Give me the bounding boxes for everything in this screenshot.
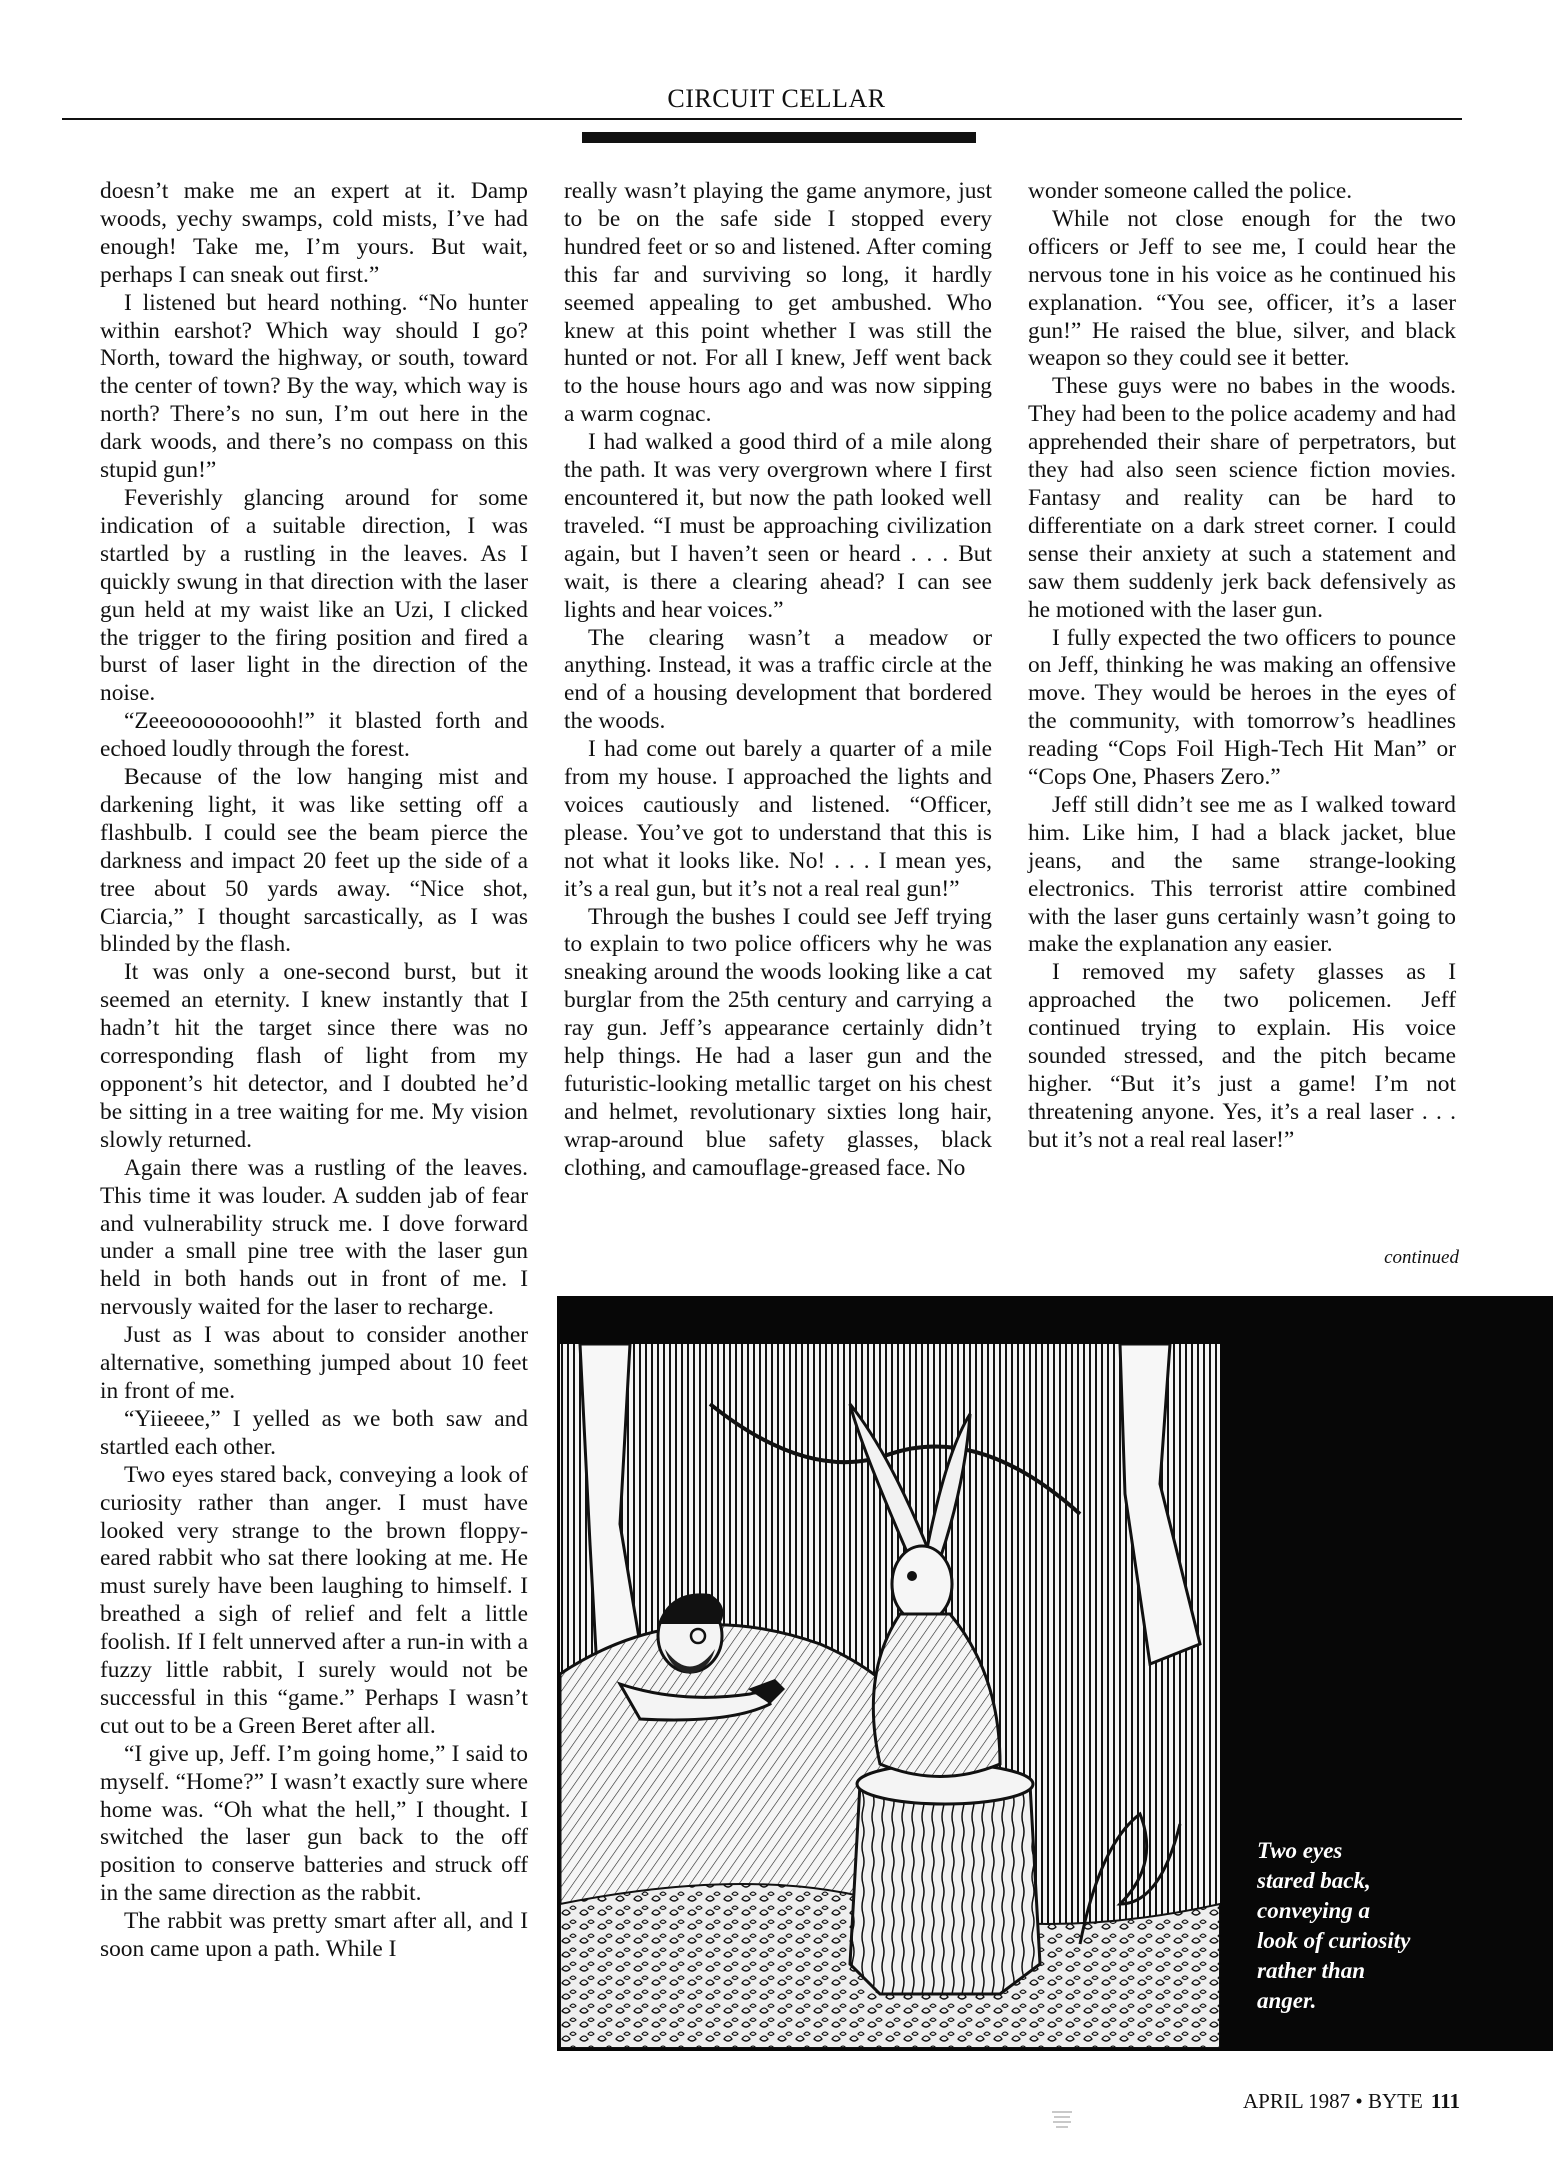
caption-line: anger. [1257,1988,1317,2013]
page-footer [1150,2089,1460,2114]
paragraph: Through the bushes I could see Jeff trying to explain to two police officers why he was sneaking around the woods looking like a cat burglar from the 25th century and carrying a ray gun. Jeff’s appearance certainly didn’t help things. He had a laser gun and the futuristic-looking metallic target on his chest and helmet, revolutionary sixties long hair, wrap-around blue safety glasses, black clothing, and camouflage-greased face. No [564,903,992,1181]
paragraph: Jeff still didn’t see me as I walked toward him. Like him, I had a black jacket, blue jeans, and the same strange-looking electronics. This terrorist attire combined with the laser guns certainly wasn’t going to make the explanation any easier. [1028,791,1456,958]
header-bar [582,132,976,143]
issue-label: APRIL 1987 • BYTE [1242,2089,1423,2113]
caption-line: conveying a [1257,1898,1371,1923]
header-rule [62,118,1462,120]
caption-line: stared back, [1257,1868,1371,1893]
paragraph: Two eyes stared back, conveying a look of curiosity rather than anger. I must have looked very strange to the brown floppy-eared rabbit who sat there looking at me. He must surely have been laughing to himself. I breathed a sigh of relief and felt a little foolish. If I felt unnerved after a run-in with a fuzzy little rabbit, I surely would not be successful in this “game.” Perhaps I wasn’t cut out to be a Green Beret after all. [100,1461,528,1739]
paragraph: I had come out barely a quarter of a mile from my house. I approached the lights and voices cautiously and listened. “Officer, please. You’ve got to understand that this is not what it looks like. No! . . . I mean yes, it’s a real gun, but it’s not a real real gun!” [564,736,992,902]
paragraph: It was only a one-second burst, but it seemed an eternity. I knew instantly that I hadn’t hit the target since there was no corresponding flash of light from my opponent’s hit detector, and I doubted he’d be sitting in a tree waiting for me. My vision slowly returned. [100,959,528,1153]
caption-line: rather than [1257,1958,1366,1983]
paragraph: Feverishly glancing around for some indication of a suitable direction, I was startled by a rustling in the leaves. As I quickly swung in that direction with the laser gun held at my waist like an Uzi, I clicked the trigger to the firing position and fired a burst of laser light in the direction of the noise. [100,484,528,707]
paragraph: These guys were no babes in the woods. They had been to the police academy and had apprehended their share of perpetrators, but they had also seen science fiction movies. Fantasy and reality can be hard to differentiate on a dark street corner. I could sense their anxiety at such a statement and saw them suddenly jerk back defensively as he motioned with the laser gun. [1028,373,1456,623]
paragraph: really wasn’t playing the game anymore, just to be on the safe side I stopped every hundred feet or so and listened. After coming this far and surviving so long, it hardly seemed appealing to get ambushed. Who knew at this point whether I was still the hunted or not. For all I knew, Jeff went back to the house hours ago and was now sipping a warm cognac. [564,178,992,428]
paragraph: Just as I was about to consider another alternative, something jumped about 10 feet in front of me. [100,1322,528,1404]
page-number: 111 [1430,2089,1460,2113]
paragraph: “Yiieeee,” I yelled as we both saw and startled each other. [100,1405,528,1460]
continued-label: continued [1384,1247,1459,1268]
rabbit-head [892,1546,952,1622]
tree-stump [850,1784,1040,1994]
rabbit-illustration [560,1344,1220,2048]
illustration-panel [557,1296,1553,2051]
paragraph: I had walked a good third of a mile along the path. It was very overgrown where I first encountered it, but now the path looked well traveled. “I must be approaching civilization again, but I haven’t seen or heard . . . But wait, is there a clearing ahead? I can see lights and hear voices.” [564,429,992,623]
rabbit-eye [907,1571,917,1581]
section-header: CIRCUIT CELLAR [667,84,886,113]
caption-line: Two eyes [1257,1838,1343,1863]
caption-line: look of curiosity [1257,1928,1411,1953]
paragraph: doesn’t make me an expert at it. Damp woods, yechy swamps, cold mists, I’ve had enough! Take me, I’m yours. But wait, perhaps I can sneak out first.” [100,178,528,288]
paragraph: wonder someone called the police. [1028,178,1353,204]
paragraph: The clearing wasn’t a meadow or anything. Instead, it was a traffic circle at the end of a housing development that bordered the woods. [564,624,992,735]
paragraph: Again there was a rustling of the leaves. This time it was louder. A sudden jab of fear and vulnerability struck me. I dove forward under a small pine tree with the laser gun held in both hands out in front of me. I nervously waited for the laser to recharge. [100,1154,528,1321]
paragraph: I removed my safety glasses as I approached the two policemen. Jeff continued trying to explain. His voice sounded stressed, and the pitch became higher. “But it’s just a game! I’m not threatening anyone. Yes, it’s a real laser . . . but it’s not a real real laser!” [1028,959,1456,1153]
paragraph: The rabbit was pretty smart after all, and I soon came upon a path. While I [100,1908,528,1963]
paragraph: Because of the low hanging mist and darkening light, it was like setting off a flashbulb. I could see the beam pierce the darkness and impact 20 feet up the side of a tree about 50 yards away. “Nice shot, Ciarcia,” I thought sarcastically, as I was blinded by the flash. [100,764,528,958]
paragraph: “I give up, Jeff. I’m going home,” I said to myself. “Home?” I wasn’t exactly sure where home was. “Oh what the hell,” I thought. I switched the laser gun back to the off position to conserve batteries and struck off in the same direction as the rabbit. [100,1740,528,1907]
article-column-1 [100,178,528,1964]
paragraph: While not close enough for the two officers or Jeff to see me, I could hear the nervous tone in his voice as he continued his explanation. “You see, officer, it’s a laser gun!” He raised the blue, silver, and black weapon so they could see it better. [1028,205,1456,372]
paragraph: I listened but heard nothing. “No hunter within earshot? Which way should I go? North, toward the highway, or south, toward the center of town? By the way, which way is north? There’s no sun, I’m out here in the dark woods, and there’s no compass on this stupid gun!” [100,289,528,484]
print-speck-mark [1050,2108,1074,2130]
paragraph: I fully expected the two officers to pounce on Jeff, thinking he was making an offensive move. They would be heroes in the eyes of the community, with tomorrow’s headlines reading “Cops Foil High-Tech Hit Man” or “Cops One, Phasers Zero.” [1028,624,1456,791]
paragraph: “Zeeeoooooooohh!” it blasted forth and echoed loudly through the forest. [100,708,528,763]
figure-caption [1257,1836,1457,2016]
article-column-2 [564,178,992,1183]
article-column-3 [1028,178,1456,1155]
